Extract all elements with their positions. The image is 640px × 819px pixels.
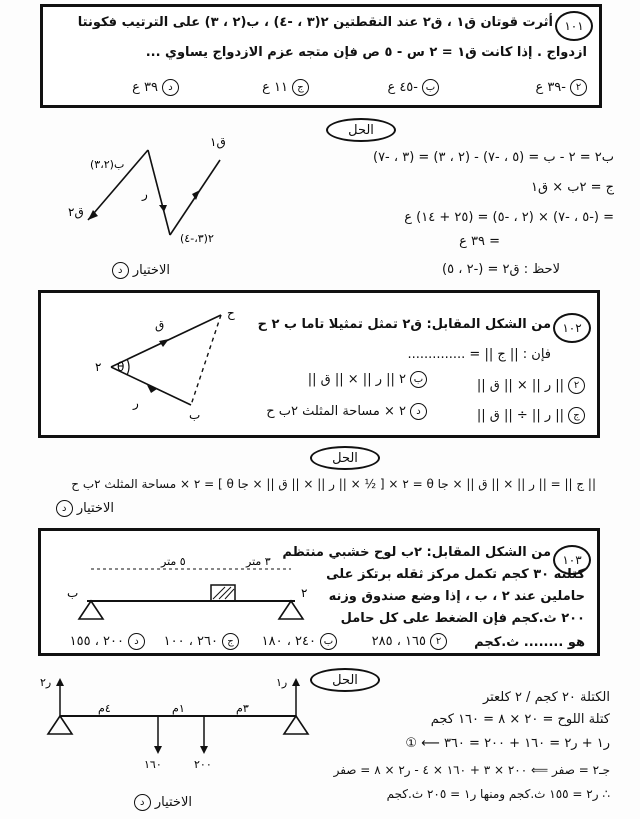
force-label: ق bbox=[155, 318, 165, 332]
option-text: ٢٤٠ ، ١٨٠ bbox=[261, 634, 316, 649]
option-letter: ج bbox=[222, 633, 239, 650]
solution-label: الحل bbox=[326, 118, 396, 142]
option-text: || ر || ÷ || ق || bbox=[476, 408, 564, 423]
vertex-b-label: ب bbox=[189, 408, 201, 422]
option-a[interactable] bbox=[535, 79, 587, 96]
distance-3m-label: ٣ متر bbox=[246, 555, 271, 568]
solution-line3: ر١ + ر٢ = ١٦٠ + ٢٠٠ = ٣٦٠ ⟵ ① bbox=[405, 736, 610, 751]
support-b bbox=[79, 601, 103, 619]
solution-label: الحل bbox=[310, 668, 380, 692]
arrow-head bbox=[159, 339, 169, 347]
arrow-head bbox=[292, 678, 300, 686]
option-letter: ٢ bbox=[568, 377, 585, 394]
option-text: -٤٥ ع bbox=[387, 80, 418, 95]
option-text: ٢٦٠ ، ١٠٠ bbox=[163, 634, 218, 649]
distance-3m-label: ٣م bbox=[236, 702, 249, 715]
option-text: ١٦٥ ، ٢٨٥ bbox=[371, 634, 426, 649]
question-text-line2: كتلته ٣٠ كجم تكمل مركز ثقله برتكز على bbox=[326, 567, 585, 582]
option-letter: د bbox=[410, 403, 427, 420]
reaction-r1-label: ر١ bbox=[276, 676, 288, 689]
option-letter: ج bbox=[568, 407, 585, 424]
option-letter: ب bbox=[422, 79, 439, 96]
vector-r-label: ر bbox=[133, 396, 139, 410]
point-b-label: ب bbox=[67, 586, 79, 600]
question-text-line2: فإن : || ج || = .............. bbox=[407, 347, 551, 362]
point-b-label: ب(٣،٢) bbox=[90, 158, 125, 171]
option-b[interactable] bbox=[308, 371, 427, 388]
solution-eq1: ب٢ = ٢ - ب = (٥ ، -٧) - (٢ ، ٣) = (٣ ، -٧) bbox=[372, 150, 614, 165]
option-text: ١١ ع bbox=[262, 80, 288, 95]
support-right bbox=[284, 716, 308, 734]
distance-4m-label: ٤م bbox=[98, 702, 111, 715]
answer-letter: د bbox=[56, 500, 73, 517]
reaction-r2-label: ر٢ bbox=[40, 676, 52, 689]
answer-choice bbox=[52, 500, 114, 517]
option-d[interactable] bbox=[70, 633, 145, 650]
solution-line5: ∴ ر٢ = ١٥٥ ث.كجم ومنها ر١ = ٢٠٥ ث.كجم bbox=[386, 787, 610, 801]
angle-theta-label: θ bbox=[117, 360, 125, 374]
option-a[interactable] bbox=[372, 633, 447, 650]
answer-letter: د bbox=[134, 794, 151, 811]
beam-forces-diagram bbox=[36, 672, 316, 772]
force-couple-diagram bbox=[60, 120, 250, 260]
question-text-line1: من الشكل المقابل: ٢ب لوح خشبي منتظم bbox=[282, 545, 551, 560]
box-load bbox=[211, 585, 235, 601]
force-f2-label: ق٢ bbox=[68, 205, 84, 219]
question-101-box bbox=[40, 4, 602, 108]
answer-choice bbox=[130, 794, 192, 811]
weight-200-label: ٢٠٠ bbox=[194, 758, 212, 771]
option-a[interactable] bbox=[477, 377, 585, 394]
question-number: ١٠٣ bbox=[553, 545, 591, 575]
solution-label: الحل bbox=[310, 446, 380, 470]
option-b[interactable] bbox=[387, 79, 439, 96]
beam-diagram bbox=[61, 551, 311, 631]
option-text: ٢٠٠ ، ١٥٥ bbox=[69, 634, 124, 649]
question-103-box bbox=[38, 528, 600, 656]
point-a-label: ٢ bbox=[301, 586, 308, 600]
option-text: ٢ × مساحة المثلث ٢ب ح bbox=[266, 404, 406, 419]
option-letter: د bbox=[162, 79, 179, 96]
distance-1m-label: ١م bbox=[172, 702, 185, 715]
answer-letter: د bbox=[112, 262, 129, 279]
arrow-head bbox=[88, 210, 98, 220]
answer-label: الاختيار bbox=[76, 501, 114, 516]
question-text-line4: ٢٠٠ ث.كجم فإن الضغط على كل حامل bbox=[340, 611, 585, 626]
question-text-line3: حاملين عند ٢ ، ب ، إذا وضع صندوق وزنه bbox=[328, 589, 585, 604]
question-text-line1: أثرت قوتان ق١ ، ق٢ عند النقطتين ٢(٣ ، -٤) ، ب(٢ ، ٣) على الترتيب فكونتا bbox=[77, 15, 553, 30]
question-102-box bbox=[38, 290, 600, 438]
option-d[interactable] bbox=[132, 79, 179, 96]
box-hatch bbox=[213, 587, 225, 599]
option-text: ٣٩ ع bbox=[132, 80, 158, 95]
point-a-label: ٢(٣،-٤) bbox=[180, 232, 214, 245]
triangle-diagram bbox=[71, 305, 261, 425]
box-hatch bbox=[225, 589, 234, 599]
side-bc bbox=[191, 315, 221, 405]
option-c[interactable] bbox=[262, 79, 309, 96]
arrow-head bbox=[56, 678, 64, 686]
arrow-head bbox=[154, 746, 162, 754]
option-letter: ٢ bbox=[570, 79, 587, 96]
solution-line4: جـ٢ = صفر ⟸ ٢٠٠ × ٣ + ١٦٠ × ٤ - ر٢ × ٨ = صفر bbox=[333, 763, 610, 777]
solution-eq3: = (-٥ ، -٧) × (٢ ، -٥) = (٢٥ + ١٤) ع bbox=[404, 210, 614, 225]
box-hatch bbox=[219, 587, 231, 599]
answer-choice bbox=[108, 262, 170, 279]
question-number: ١٠٢ bbox=[553, 313, 591, 343]
option-letter: د bbox=[128, 633, 145, 650]
vector-r-label: ر bbox=[142, 187, 148, 201]
force-f1-label: ق١ bbox=[210, 135, 226, 149]
option-letter: ٢ bbox=[430, 633, 447, 650]
weight-160-label: ١٦٠ bbox=[144, 758, 162, 771]
solution-eq2: ج = ٢ب × ق١ bbox=[530, 180, 614, 195]
option-c[interactable] bbox=[164, 633, 239, 650]
option-letter: ج bbox=[292, 79, 309, 96]
arm-line bbox=[148, 150, 170, 235]
vertex-a-label: ٢ bbox=[95, 360, 102, 374]
support-left bbox=[48, 716, 72, 734]
question-number: ١٠١ bbox=[555, 11, 593, 41]
option-letter: ب bbox=[320, 633, 337, 650]
solution-eq: || ج || = || ر || × || ق || × جا θ = ٢ × [ ½ × || ر || × || ق || × جا θ ] = ٢ × مساحة المثلث ٢ب ح bbox=[71, 477, 596, 491]
option-letter: ب bbox=[410, 371, 427, 388]
question-text-line5: هو ........ ث.كجم bbox=[474, 635, 585, 650]
solution-line2: كتلة اللوح = ٢٠ × ٨ = ١٦٠ كجم bbox=[430, 712, 610, 727]
option-c[interactable] bbox=[477, 407, 585, 424]
solution-eq4: = ٣٩ ع bbox=[459, 234, 500, 249]
vertex-c-label: ح bbox=[227, 306, 235, 320]
option-b[interactable] bbox=[262, 633, 337, 650]
arrow-head bbox=[192, 190, 200, 200]
option-text: ٢ || ر || × || ق || bbox=[307, 372, 406, 387]
question-text-line2: ازدواج . إذا كانت ق١ = ٢ س - ٥ ص فإن متجه عزم الازدواج يساوي ... bbox=[145, 45, 587, 60]
option-text: || ر || × || ق || bbox=[476, 378, 564, 393]
option-text: -٣٩ ع bbox=[535, 80, 566, 95]
solution-note: لاحظ : ق٢ = (-٢ ، ٥) bbox=[442, 262, 560, 277]
arrow-head bbox=[200, 746, 208, 754]
solution-line1: الكتلة ٢٠ كجم / ٢ كلعتر bbox=[482, 690, 610, 705]
distance-5m-label: ٥ متر bbox=[161, 555, 186, 568]
support-a bbox=[279, 601, 303, 619]
question-text-line1: من الشكل المقابل: ق٢ تمثل تمثيلا تاما ب ٢ ح bbox=[257, 317, 551, 332]
answer-label: الاختيار bbox=[154, 795, 192, 810]
option-d[interactable] bbox=[266, 403, 427, 420]
answer-label: الاختيار bbox=[132, 263, 170, 278]
angle-arc bbox=[127, 359, 129, 375]
